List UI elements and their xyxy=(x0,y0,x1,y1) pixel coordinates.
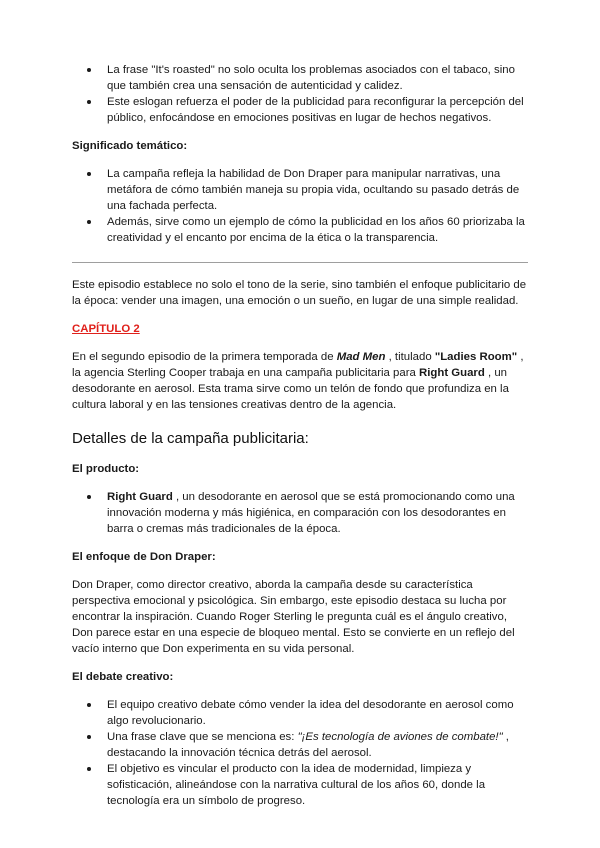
chapter-heading: CAPÍTULO 2 xyxy=(72,323,140,335)
list-item: El equipo creativo debate cómo vender la idea del desodorante en aerosol como algo revolucionario. xyxy=(72,697,528,729)
list-item: Right Guard , un desodorante en aerosol que se está promocionando como una innovación moderna y más higiénica, en comparación con los desodorantes en barra o cremas más tradicionales de la época. xyxy=(72,489,528,537)
list-item: La frase "It's roasted" no solo oculta los problemas asociados con el tabaco, sino que también crea una sensación de autenticidad y calidez. xyxy=(72,62,528,94)
thematic-heading: Significado temático: xyxy=(72,140,188,152)
draper-paragraph: Don Draper, como director creativo, aborda la campaña desde su característica perspectiva emocional y psicológica. Sin embargo, este episodio destaca su lucha por encontrar la inspiración. Cuando Roger Sterling le pregunta cuál es el ángulo creativo, Don parece estar en una especie de bloqueo mental. Esto se convierte en un reflejo del vacío interno que Don experimenta en su vida personal. xyxy=(72,579,515,655)
thematic-bullet-list xyxy=(72,166,528,246)
list-item: Además, sirve como un ejemplo de cómo la publicidad en los años 60 priorizaba la creatividad y el encanto por encima de la ética o la transparencia. xyxy=(72,214,528,246)
summary-paragraph: Este episodio establece no solo el tono de la serie, sino también el enfoque publicitario de la época: vender una imagen, una emoción o un sueño, en lugar de una simple realidad. xyxy=(72,279,527,307)
list-item: El objetivo es vincular el producto con la idea de modernidad, limpieza y sofisticación, alineándose con la narrativa cultural de los años 60, donde la tecnología era un símbolo de progreso. xyxy=(72,761,528,809)
chapter-intro-paragraph: En el segundo episodio de la primera temporada de Mad Men , titulado "Ladies Room" , la agencia Sterling Cooper trabaja en una campaña publicitaria para Right Guard , un desodorante en aerosol. Esta trama sirve como un telón de fondo que profundiza en la cultura laboral y en las tensiones creativas dentro de la agencia. xyxy=(72,351,524,411)
list-item: Este eslogan refuerza el poder de la publicidad para reconfigurar la percepción del público, enfocándose en emociones positivas en lugar de hechos negativos. xyxy=(72,94,528,126)
show-title: Mad Men xyxy=(336,351,386,363)
bullet-icon xyxy=(87,703,91,707)
bullet-icon xyxy=(87,68,91,72)
list-item: Una frase clave que se menciona es: "¡Es tecnología de aviones de combate!" , destacando la innovación técnica detrás del aerosol. xyxy=(72,729,528,761)
debate-bullet-list xyxy=(72,697,528,809)
horizontal-divider xyxy=(72,262,528,263)
campaign-heading: Detalles de la campaña publicitaria: xyxy=(72,430,309,447)
bullet-icon xyxy=(87,220,91,224)
product-heading: El producto: xyxy=(72,463,140,475)
product-bullet-list xyxy=(72,489,528,537)
bullet-icon xyxy=(87,495,91,499)
intro-bullet-list xyxy=(72,62,528,126)
bullet-icon xyxy=(87,767,91,771)
draper-heading: El enfoque de Don Draper: xyxy=(72,551,216,563)
key-quote: "¡Es tecnología de aviones de combate!" xyxy=(297,731,503,743)
bullet-icon xyxy=(87,172,91,176)
episode-title: "Ladies Room" xyxy=(434,351,518,363)
product-name: Right Guard xyxy=(419,367,485,379)
bullet-icon xyxy=(87,735,91,739)
list-item: La campaña refleja la habilidad de Don Draper para manipular narrativas, una metáfora de cómo también maneja su propia vida, ocultando su pasado detrás de una fachada perfecta. xyxy=(72,166,528,214)
bullet-icon xyxy=(87,100,91,104)
debate-heading: El debate creativo: xyxy=(72,671,174,683)
